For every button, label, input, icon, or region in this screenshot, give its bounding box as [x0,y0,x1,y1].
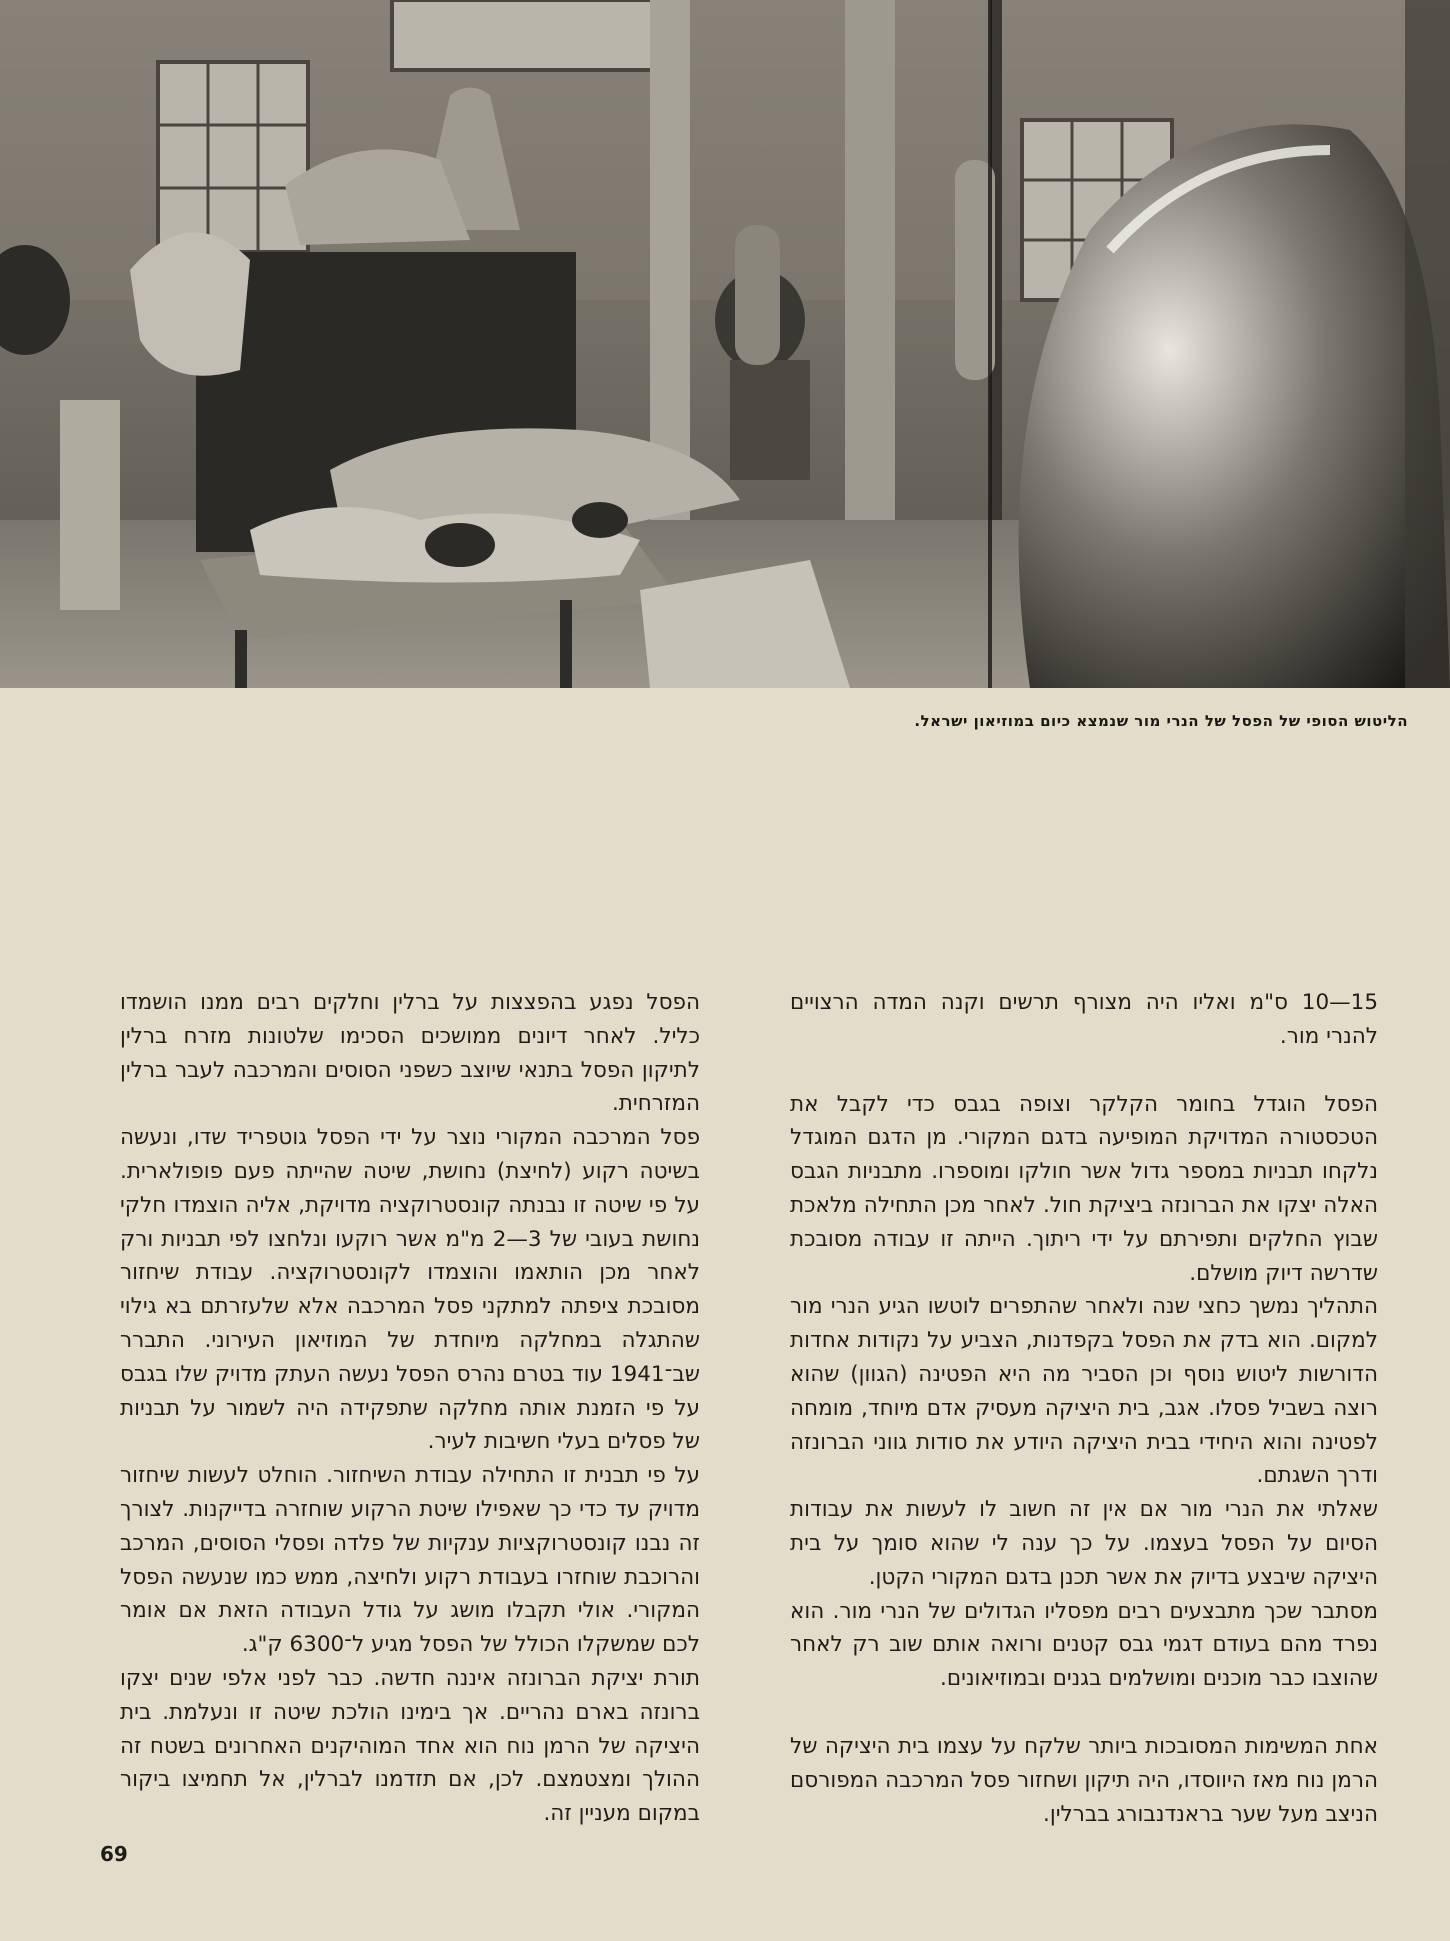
paragraph: 15—10 ס"מ ואליו היה מצורף תרשים וקנה המדה הרצויים להנרי מור. [790,990,1378,1049]
paragraph: הפסל נפגע בהפצצות על ברלין וחלקים רבים ממנו הושמדו כליל. לאחר דיונים ממושכים הסכימו שלטונות מזרח ברלין לתיקון הפסל בתנאי שיוצב כשפני הסוסים והמרכבה לעבר ברלין המזרחית. [120,990,700,1117]
paragraph: אחת המשימות המסובכות ביותר שלקח על עצמו בית היציקה של הרמן נוח מאז היווסדו, היה תיקון ושחזור פסל המרכבה המפורסם הניצב מעל שער בראנדנבורג בברלין. [790,1733,1378,1827]
article-column-right [790,986,1378,1831]
paragraph: הפסל הוגדל בחומר הקלקר וצופה בגבס כדי לקבל את הטכסטורה המדויקת המופיעה בדגם המקורי. מן הדגם המוגדל נלקחו תבניות במספר גדול אשר חולקו ומוספרו. מתבניות הגבס האלה יצקו את הברונזה ביציקת חול. לאחר מכן התחילה מלאכת שבוץ החלקים ותפירתם על ידי ריתוך. הייתה זו עבודה מסובכת שדרשה דיוק מושלם. [790,1091,1378,1286]
photo-caption: הליטוש הסופי של הפסל של הנרי מור שנמצא כיום במוזיאון ישראל. [914,712,1408,730]
paragraph: שאלתי את הנרי מור אם אין זה חשוב לו לעשות את עבודות הסיום על הפסל בעצמו. על כך ענה לי שהוא סומך על בית היציקה שיבצע בדיוק את אשר תכנן בדגם המקורי הקטן. [790,1497,1378,1590]
paragraph: תורת יציקת הברונזה איננה חדשה. כבר לפני אלפי שנים יצקו ברונזה בארם נהריים. אך בימינו הולכת שיטה זו ונעלמת. בית היציקה של הרמן נוח הוא אחד המוהיקנים האחרונים בשטח זה ההולך ומצטמצם. לכן, אם תזדמנו לברלין, אל תחמיצו ביקור במקום מעניין זה. [120,1665,700,1827]
paragraph: מסתבר שכך מתבצעים רבים מפסליו הגדולים של הנרי מור. הוא נפרד מהם בעודם דגמי גבס קטנים ורואה אותם שוב רק לאחר שהוצבו כבר מוכנים ומושלמים בגנים ובמוזיאונים. [790,1598,1378,1692]
paragraph: התהליך נמשך כחצי שנה ולאחר שהתפרים לוטשו הגיע הנרי מור למקום. הוא בדק את הפסל בקפדנות, הצביע על נקודות אחדות הדורשות ליטוש נוסף וכן הסביר מה היא הפטינה (הגוון) שהוא רוצה בשביל פסלו. אגב, בית היציקה מעסיק אדם מיוחד, מומחה לפטינה והוא היחידי בבית היציקה היודע את סודות גווני הברונזה ודרך השגתם. [790,1294,1378,1489]
paragraph: פסל המרכבה המקורי נוצר על ידי הפסל גוטפריד שדו, ונעשה בשיטה רקוע (לחיצת) נחושת, שיטה שהייתה פעם פופולארית. על פי שיטה זו נבנתה קונסטרוקציה מדויקת, אליה הוצמדו חלקי נחושת בעובי של 3—2 מ"מ אשר רוקעו ונלחצו לפי תבניות ורק לאחר מכן הותאמו והוצמדו לקונסטרוקציה. עבודת שיחזור מסובכת ציפתה למתקני פסל המרכבה אלא שלעזרתם בא גילוי שהתגלה במחלקה מיוחדת של המוזיאון העירוני. התברר שב־1941 עוד בטרם נהרס הפסל נעשה העתק מדויק שלו בגבס על פי הזמנת אותה מחלקה שתפקידה היה לשמור על תבניות של פסלים בעלי חשיבות לעיר. [120,1125,700,1455]
foundry-photo [0,0,1450,688]
paragraph: על פי תבנית זו התחילה עבודת השיחזור. הוחלט לעשות שיחזור מדויק עד כדי כך שאפילו שיטת הרקוע שוחזרה בדייקנות. לצורך זה נבנו קונסטרוקציות ענקיות של פלדה ופסלי הסוסים, המרכב והרוכבת שוחזרו בעבודת רקוע ולחיצה, ממש כמו שנעשה הפסל המקורי. אולי תקבלו מושג על גודל העבודה הזאת אם אומר לכם שמשקלו הכולל של הפסל מגיע ל־6300 ק"ג. [120,1463,700,1658]
page-number: 69 [100,1842,128,1866]
article-column-left [120,986,700,1831]
